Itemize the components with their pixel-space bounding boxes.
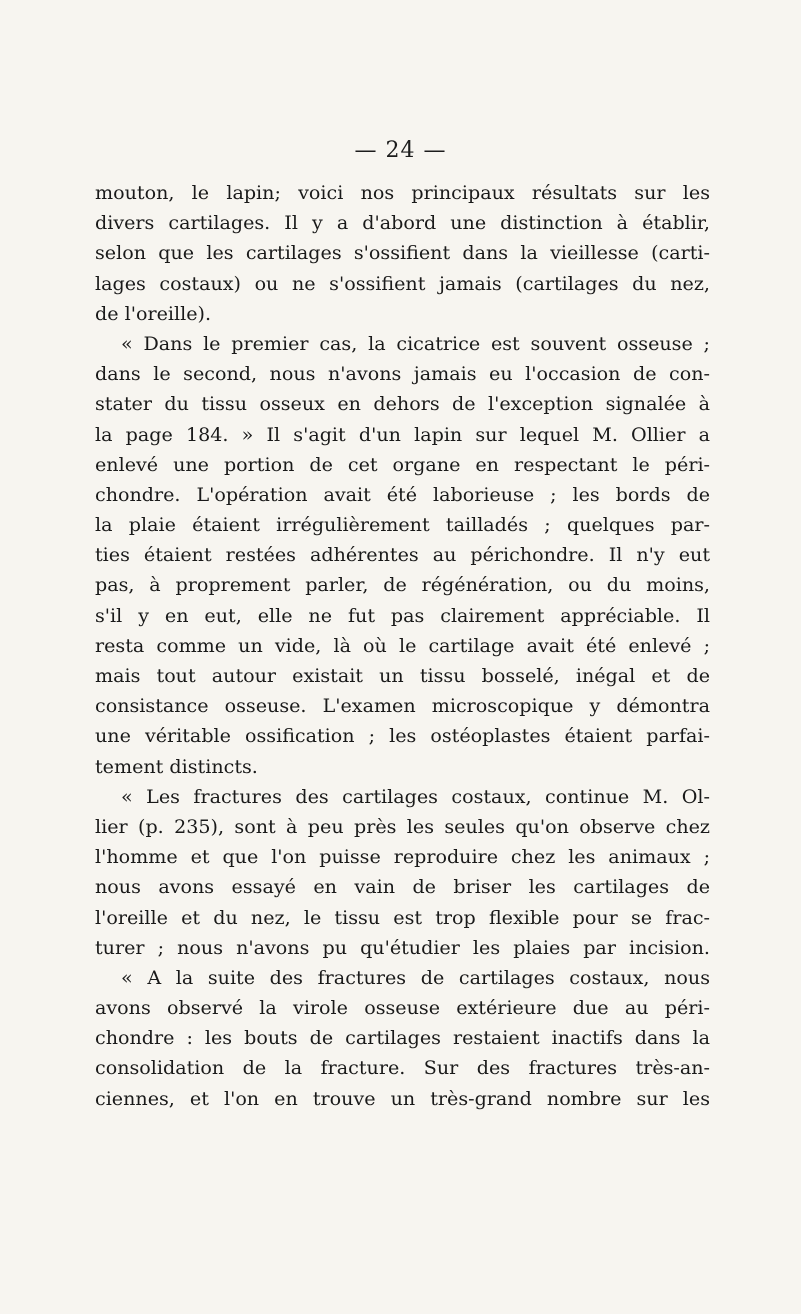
text-line: enlevé une portion de cet organe en respectant le péri- (95, 452, 710, 476)
text-line: dans le second, nous n'avons jamais eu l'occasion de con- (95, 362, 710, 386)
text-line: « A la suite des fractures de cartilages costaux, nous (121, 965, 710, 989)
text-line: s'il y en eut, elle ne fut pas clairement appréciable. Il (95, 603, 710, 627)
text-line: divers cartilages. Il y a d'abord une distinction à établir, (95, 211, 710, 235)
text-line: chondre. L'opération avait été laborieuse ; les bords de (95, 482, 710, 506)
page-number: — 24 — (354, 138, 447, 163)
text-line: mais tout autour existait un tissu bosselé, inégal et de (95, 664, 710, 687)
text-line: de l'oreille). (95, 301, 212, 325)
text-line: « Dans le premier cas, la cicatrice est souvent osseuse ; (121, 331, 710, 355)
text-line: la page 184. » Il s'agit d'un lapin sur lequel M. Ollier a (95, 422, 710, 446)
text-line: ciennes, et l'on en trouve un très-grand nombre sur les (95, 1086, 710, 1110)
text-line: avons observé la virole osseuse extérieure due au péri- (95, 996, 710, 1020)
body-text (95, 178, 710, 1114)
text-line: stater du tissu osseux en dehors de l'exception signalée à (95, 392, 710, 416)
text-line: pas, à proprement parler, de régénération, ou du moins, (95, 573, 710, 597)
text-line: ties étaient restées adhérentes au périchondre. Il n'y eut (95, 543, 710, 567)
text-line: tement distincts. (95, 754, 258, 778)
text-line: consistance osseuse. L'examen microscopique y démontra (95, 694, 710, 718)
text-line: chondre : les bouts de cartilages restaient inactifs dans la (95, 1026, 710, 1050)
text-line: mouton, le lapin; voici nos principaux résultats sur les (95, 181, 710, 204)
text-line: « Les fractures des cartilages costaux, continue M. Ol- (121, 784, 710, 808)
text-line: consolidation de la fracture. Sur des fractures très-an- (95, 1056, 710, 1080)
text-line: l'oreille et du nez, le tissu est trop flexible pour se frac- (95, 905, 710, 929)
text-line: la plaie étaient irrégulièrement tailladés ; quelques par- (95, 513, 710, 537)
text-line: l'homme et que l'on puisse reproduire chez les animaux ; (95, 845, 710, 869)
text-line: turer ; nous n'avons pu qu'étudier les plaies par incision. (95, 935, 710, 959)
text-line: nous avons essayé en vain de briser les cartilages de (95, 875, 710, 899)
text-line: lier (p. 235), sont à peu près les seules qu'on observe chez (95, 814, 710, 838)
text-line: lages costaux) ou ne s'ossifient jamais (cartilages du nez, (95, 271, 710, 295)
text-line: resta comme un vide, là où le cartilage avait été enlevé ; (95, 633, 710, 657)
text-line: selon que les cartilages s'ossifient dans la vieillesse (carti- (95, 241, 710, 265)
text-line: une véritable ossification ; les ostéoplastes étaient parfai- (95, 724, 710, 748)
